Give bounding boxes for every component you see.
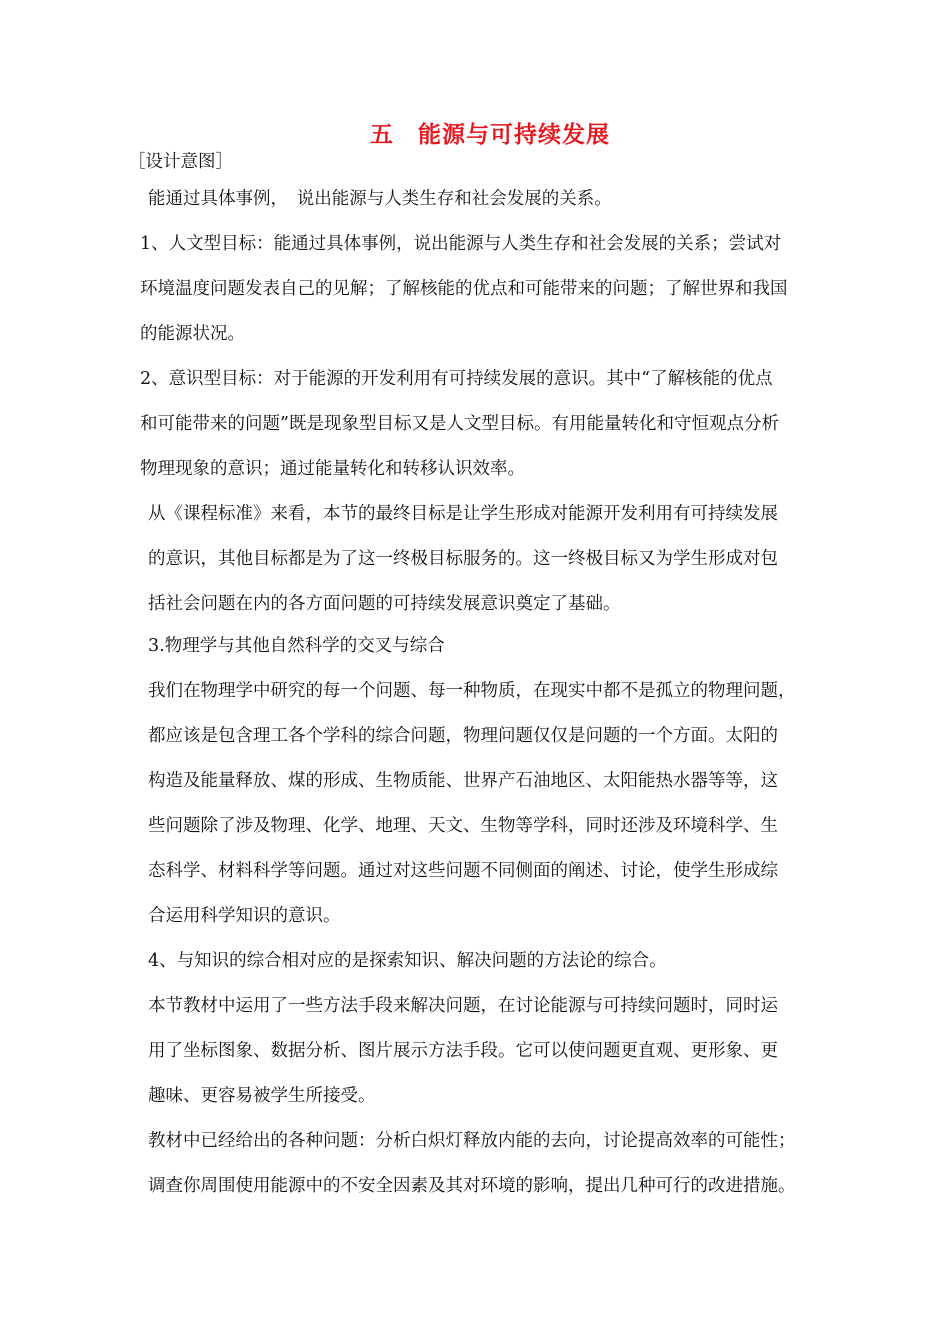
text-line: 从《课程标准》来看，本节的最终目标是让学生形成对能源开发利用有可持续发展 [148,504,778,524]
text-line: 环境温度问题发表自己的见解；了解核能的优点和可能带来的问题；了解世界和我国 [140,279,788,299]
text-line: 本节教材中运用了一些方法手段来解决问题，在讨论能源与可持续问题时，同时运 [148,996,778,1016]
text-line: 2、意识型目标：对于能源的开发利用有可持续发展的意识。其中“了解核能的优点 [140,369,773,389]
text-line: 我们在物理学中研究的每一个问题、每一种物质，在现实中都不是孤立的物理问题， [148,681,796,701]
text-line: 物理现象的意识；通过能量转化和转移认识效率。 [140,459,525,479]
text-line: 些问题除了涉及物理、化学、地理、天文、生物等学科，同时还涉及环境科学、生 [148,816,778,836]
page-title: 五 能源与可持续发展 [370,122,610,148]
text-line: 合运用科学知识的意识。 [148,906,341,926]
text-line: 括社会问题在内的各方面问题的可持续发展意识奠定了基础。 [148,594,621,614]
text-line: 用了坐标图象、数据分析、图片展示方法手段。它可以使问题更直观、更形象、更 [148,1041,778,1061]
text-line: 4、与知识的综合相对应的是探索知识、解决问题的方法论的综合。 [148,951,667,971]
text-line: 能通过具体事例， 说出能源与人类生存和社会发展的关系。 [148,189,612,209]
text-line: 调查你周围使用能源中的不安全因素及其对环境的影响，提出几种可行的改进措施。 [148,1176,796,1196]
text-line: 都应该是包含理工各个学科的综合问题，物理问题仅仅是问题的一个方面。太阳的 [148,726,778,746]
text-line: 态科学、材料科学等问题。通过对这些问题不同侧面的阐述、讨论，使学生形成综 [148,861,778,881]
text-line: 的意识，其他目标都是为了这一终极目标服务的。这一终极目标又为学生形成对包 [148,549,778,569]
text-line: 1、人文型目标：能通过具体事例，说出能源与人类生存和社会发展的关系；尝试对 [140,234,782,254]
text-line: 构造及能量释放、煤的形成、生物质能、世界产石油地区、太阳能热水器等等，这 [148,771,778,791]
text-line: 和可能带来的问题”既是现象型目标又是人文型目标。有用能量转化和守恒观点分析 [140,414,779,434]
text-line: 趣味、更容易被学生所接受。 [148,1086,376,1106]
text-line: 的能源状况。 [140,324,245,344]
text-line: 教材中已经给出的各种问题：分析白炽灯释放内能的去向，讨论提高效率的可能性； [148,1131,796,1151]
text-line: 3.物理学与其他自然科学的交叉与综合 [148,636,445,656]
section-heading-design-intent: ［设计意图］ [128,152,233,172]
